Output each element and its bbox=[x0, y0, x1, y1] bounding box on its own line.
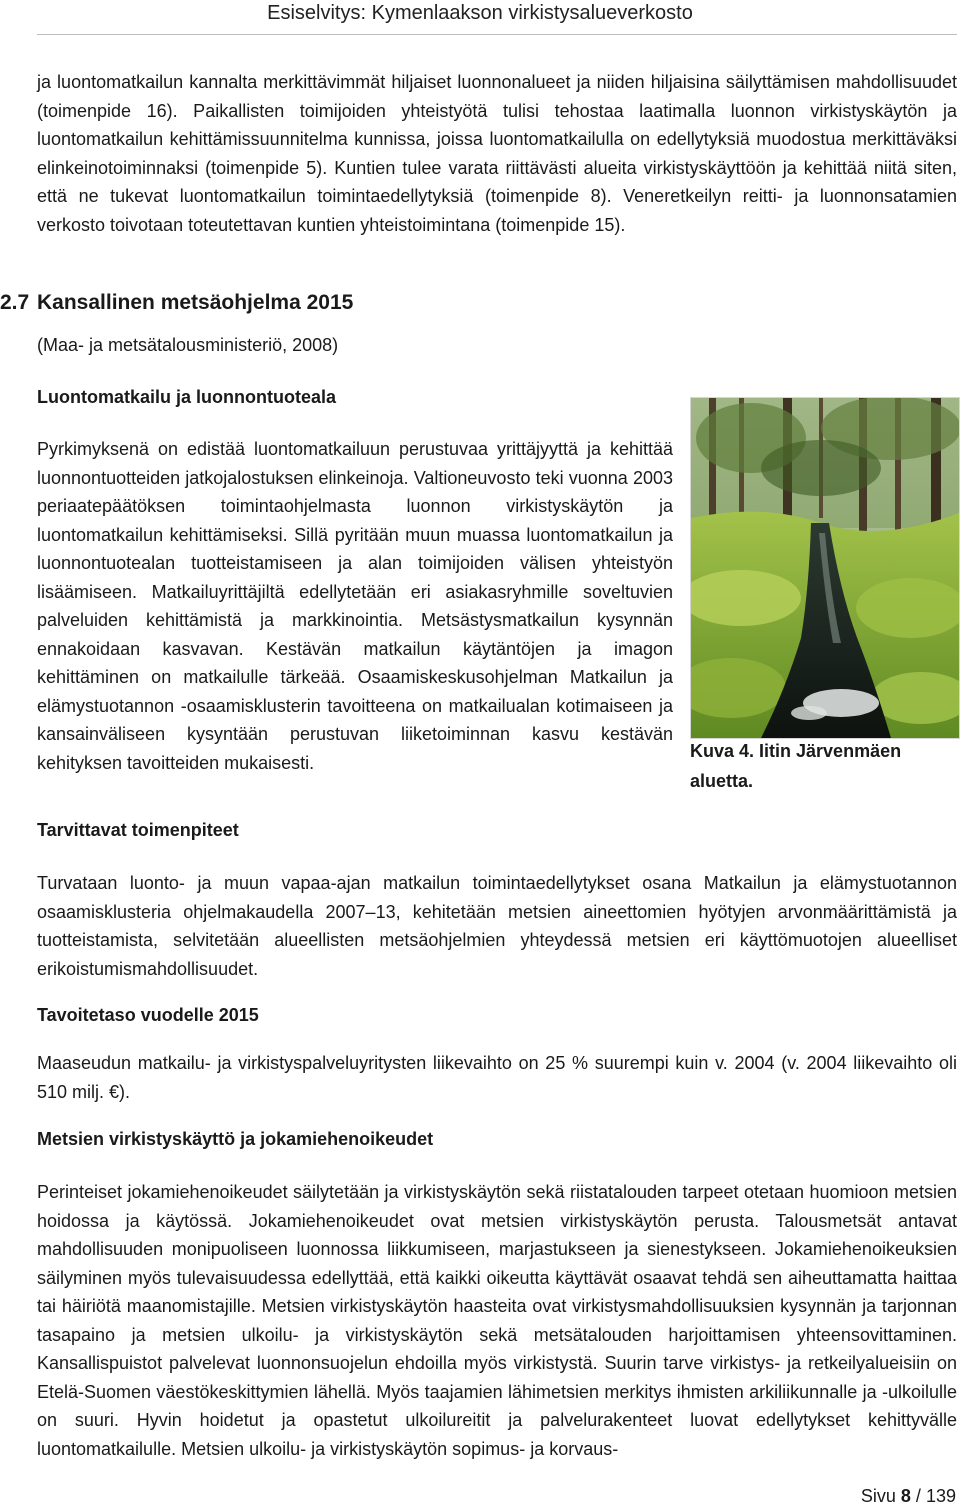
intro-paragraph: ja luontomatkailun kannalta merkittävimmät hiljaiset luonnonalueet ja niiden hiljaisina säilyttämisen mahdollisuudet (toimenpide 16). Paikallisten toimijoiden yhteistyötä tulisi tehostaa laatimalla luonnon virkistyskäytön ja luontomatkailun kehittämissuunnitelma kunnissa, joissa luontomatkailulla on edellytyksiä muodostua merkittäväksi elinkeinotoiminnaksi (toimenpide 5). Kuntien tulee varata riittävästi alueita virkistyskäyttöön ja kehittää niitä siten, että ne tukevat luontomatkailun toimintaedellytyksiä (toimenpide 8). Veneretkeilyn reitti- ja luonnonsatamien verkosto toivotaan toteutettavan kuntien yhteistoimintana (toimenpide 15). bbox=[37, 72, 957, 235]
header-divider bbox=[37, 34, 957, 35]
page-footer bbox=[861, 1484, 956, 1508]
subheading-toimenpiteet: Tarvittavat toimenpiteet bbox=[37, 820, 239, 840]
paragraph-luontomatkailu: Pyrkimyksenä on edistää luontomatkailuun perustuvaa yrittäjyyttä ja kehittää luonnontuotteiden jatkojalostuksen elinkeinoja. Valtioneuvosto teki vuonna 2003 periaatepäätöksen toimintaohjelmasta luonnon virkistyskäytön ja luontomatkailun kehittämiseksi. Sillä pyritään muun muassa luontomatkailun ja luonnontuotealan tuotteistamiseen ja alan toimijoiden välisen yhteistyön lisäämiseen. Matkailuyrittäjiltä edellytetään eri asiakasryhmille soveltuvien palveluiden kehittämistä ja markkinointia. Metsästysmatkailun kysynnän ennakoidaan kasvavan. Kestävän matkailun käytäntöjen ja imagon kehittäminen on matkailulle tärkeää. Osaamiskeskusohjelman Matkailun ja elämystuotannon -osaamisklusterin tavoitteena on matkailualan kotimaiseen ja kansainväliseen kysyntään perustuvan liiketoiminnan kasvu kestävän kehityksen tavoitteiden mukaisesti. bbox=[37, 439, 673, 773]
section-source: (Maa- ja metsätalousministeriö, 2008) bbox=[37, 335, 339, 355]
footer-separator: / bbox=[915, 1486, 921, 1506]
page-header: Esiselvitys: Kymenlaakson virkistysalueverkosto bbox=[267, 2, 693, 24]
subheading-virkistyskaytto: Metsien virkistyskäyttö ja jokamiehenoikeudet bbox=[37, 1129, 434, 1149]
footer-page-number: 8 bbox=[900, 1486, 911, 1506]
paragraph-virkistyskaytto: Perinteiset jokamiehenoikeudet säilytetään ja virkistyskäytön sekä riistatalouden tarpeet otetaan huomioon metsien hoidossa ja käytössä. Jokamiehenoikeudet ovat metsien virkistyskäytön perusta. Talousmetsät antavat mahdollisuuden monipuoliseen luonnossa liikkumiseen, marjastukseen ja sienestykseen. Jokamiehenoikeuksien säilyminen myös tulevaisuudessa edellyttää, että kaikki oikeutta käyttävät osaavat tehdä sen aiheuttamatta haittaa tai häiriötä maanomistajille. Metsien virkistyskäytön haasteita ovat virkistysmahdollisuuksien kysynnän ja tarjonnan tasapaino ja metsien ulkoilu- ja virkistyskäytön sekä metsätalouden harjoittamisen yhteensovittaminen. Kansallispuistot palvelevat luonnonsuojelun ehdoilla myös virkistystä. Suurin tarve virkistys- ja retkeilyalueisiin on Etelä-Suomen väestökeskittymien lähellä. Myös taajamien lähimetsien merkitys ihmisten arkiliikunnalle ja -ulkoilulle on suuri. Hyvin hoidetut ja opastetut ulkoilureitit ja palvelurakenteet luovat edellytykset kehittyvälle luontomatkailulle. Metsien ulkoilu- ja virkistyskäytön sopimus- ja korvaus- bbox=[37, 1182, 957, 1459]
footer-label: Sivu bbox=[860, 1486, 896, 1506]
section-title: Kansallinen metsäohjelma 2015 bbox=[37, 291, 354, 314]
paragraph-toimenpiteet: Turvataan luonto- ja muun vapaa-ajan matkailun toimintaedellytykset osana Matkailun ja elämystuotannon osaamisklusteria ohjelmakaudella 2007–13, kehitetään metsien aineettomien hyötyjen arvonmäärittämistä ja tuotteistamista, selvitetään alueellisten metsäohjelmien yhteydessä metsien eri käyttömuotojen alueelliset erikoistumismahdollisuudet. bbox=[37, 873, 957, 979]
forest-stream-illustration bbox=[691, 398, 959, 738]
figure-caption: Kuva 4. Iitin Järvenmäen aluetta. bbox=[690, 741, 902, 791]
section-number: 2.7 bbox=[0, 291, 30, 314]
section-heading bbox=[0, 288, 353, 318]
paragraph-tavoitetaso: Maaseudun matkailu- ja virkistyspalveluyritysten liikevaihto on 25 % suurempi kuin v. 2004 (v. 2004 liikevaihto oli 510 milj. €). bbox=[37, 1053, 957, 1102]
footer-total-pages: 139 bbox=[925, 1486, 956, 1506]
subheading-tavoitetaso: Tavoitetaso vuodelle 2015 bbox=[37, 1005, 259, 1025]
subheading-luontomatkailu: Luontomatkailu ja luonnontuoteala bbox=[37, 387, 336, 407]
forest-stream-photo bbox=[690, 397, 960, 739]
